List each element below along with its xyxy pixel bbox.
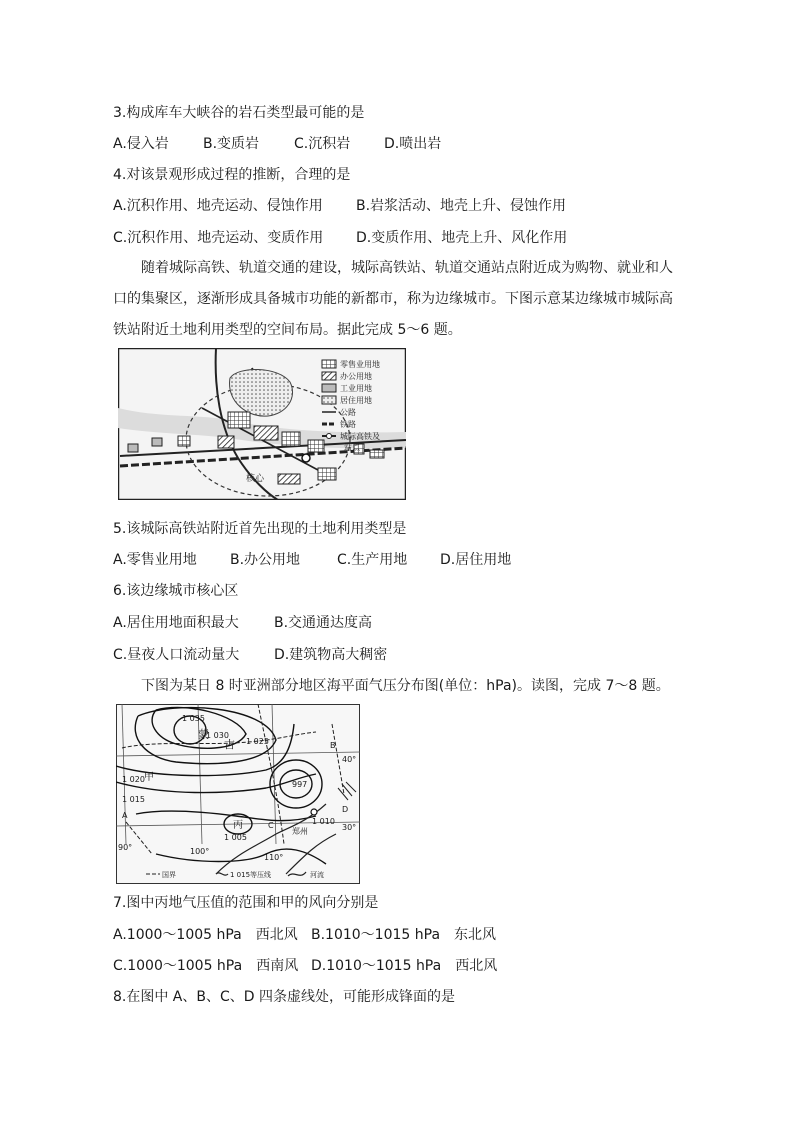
legend-road: 公路 [340,408,356,417]
q5-stem: 5.该城际高铁站附近首先出现的土地利用类型是 [113,521,407,537]
coord-110: 110° [264,853,284,862]
q3-option-b: B.变质岩 [203,136,260,152]
coord-30: 30° [342,823,357,832]
q4-option-a: A.沉积作用、地壳运动、侵蚀作用 [113,198,323,214]
line-d: D [342,805,349,814]
line-c: C [268,821,274,830]
q5-option-a: A.零售业用地 [113,552,197,568]
line-b: B [330,741,336,750]
q4-option-d: D.变质作用、地壳上升、风化作用 [356,230,568,246]
passage-pressure-map: 下图为某日 8 时亚洲部分地区海平面气压分布图(单位：hPa)。读图，完成 7～8 题。 [141,678,670,694]
core-label: 核心 [246,474,265,484]
label-gu: 古 [224,738,235,751]
isobar-1015: 1 015 [122,795,145,804]
q4-option-b: B.岩浆活动、地壳上升、侵蚀作用 [356,198,567,214]
q6-stem: 6.该边缘城市核心区 [113,583,239,599]
isobar-1020: 1 020 [122,775,145,784]
q7-option-d: D.1010～1015 hPa 西北风 [311,958,498,974]
q6-option-d: D.建筑物高大稠密 [274,647,388,663]
label-bing: 丙 [233,820,243,831]
isobar-1035: 1 035 [182,714,205,723]
q5-option-c: C.生产用地 [337,552,408,568]
coord-90: 90° [118,843,133,852]
label-meng: 蒙 [198,728,209,741]
label-zhengzhou: 郑州 [292,827,308,836]
q7-stem: 7.图中丙地气压值的范围和甲的风向分别是 [113,895,379,911]
isobar-1005: 1 005 [224,833,247,842]
q3-option-a: A.侵入岩 [113,136,169,152]
legend-station: 站点 [344,443,360,452]
q3-option-c: C.沉积岩 [294,136,351,152]
q6-option-c: C.昼夜人口流动量大 [113,647,240,663]
q6-option-a: A.居住用地面积最大 [113,615,239,631]
legend-office: 办公用地 [340,372,372,381]
legend-industrial: 工业用地 [340,384,372,393]
q6-option-b: B.交通通达度高 [274,615,373,631]
q5-option-d: D.居住用地 [440,552,512,568]
legend-railway: 铁路 [340,420,356,429]
pressure-map [116,704,360,884]
q3-stem: 3.构成库车大峡谷的岩石类型最可能的是 [113,105,365,121]
land-use-map [118,348,406,500]
coord-40: 40° [342,755,357,764]
label-jia: 甲 [144,772,154,783]
q5-option-b: B.办公用地 [230,552,301,568]
q7-option-c: C.1000～1005 hPa 西南风 [113,958,299,974]
isobar-1025: 1 025 [246,737,269,746]
line-a: A [122,811,128,820]
legend-river: 河流 [310,871,324,879]
q7-option-b: B.1010～1015 hPa 东北风 [311,927,497,943]
coord-100: 100° [190,847,210,856]
isobar-1010: 1 010 [312,817,335,826]
q8-stem: 8.在图中 A、B、C、D 四条虚线处，可能形成锋面的是 [113,989,455,1005]
q7-option-a: A.1000～1005 hPa 西北风 [113,927,298,943]
isobar-1030: 1 030 [206,731,229,740]
q4-option-c: C.沉积作用、地壳运动、变质作用 [113,230,324,246]
legend-isobar: 1 015等压线 [230,871,272,879]
legend-hsr: 城际高铁及 [340,432,380,441]
q3-option-d: D.喷出岩 [384,136,442,152]
legend-residential: 居住用地 [340,396,372,405]
legend-border: 国界 [162,871,176,879]
passage-edge-city: 随着城际高铁、轨道交通的建设，城际高铁站、轨道交通站点附近成为购物、就业和人口的集聚区，逐渐形成具备城市功能的新都市，称为边缘城市。下图示意某边缘城市城际高铁站附近土地利用类型的空间布局。据此完成 5～6 题。 [113,260,673,338]
q4-stem: 4.对该景观形成过程的推断，合理的是 [113,167,351,183]
isobar-997: 997 [292,780,308,789]
legend-retail: 零售业用地 [340,360,380,369]
